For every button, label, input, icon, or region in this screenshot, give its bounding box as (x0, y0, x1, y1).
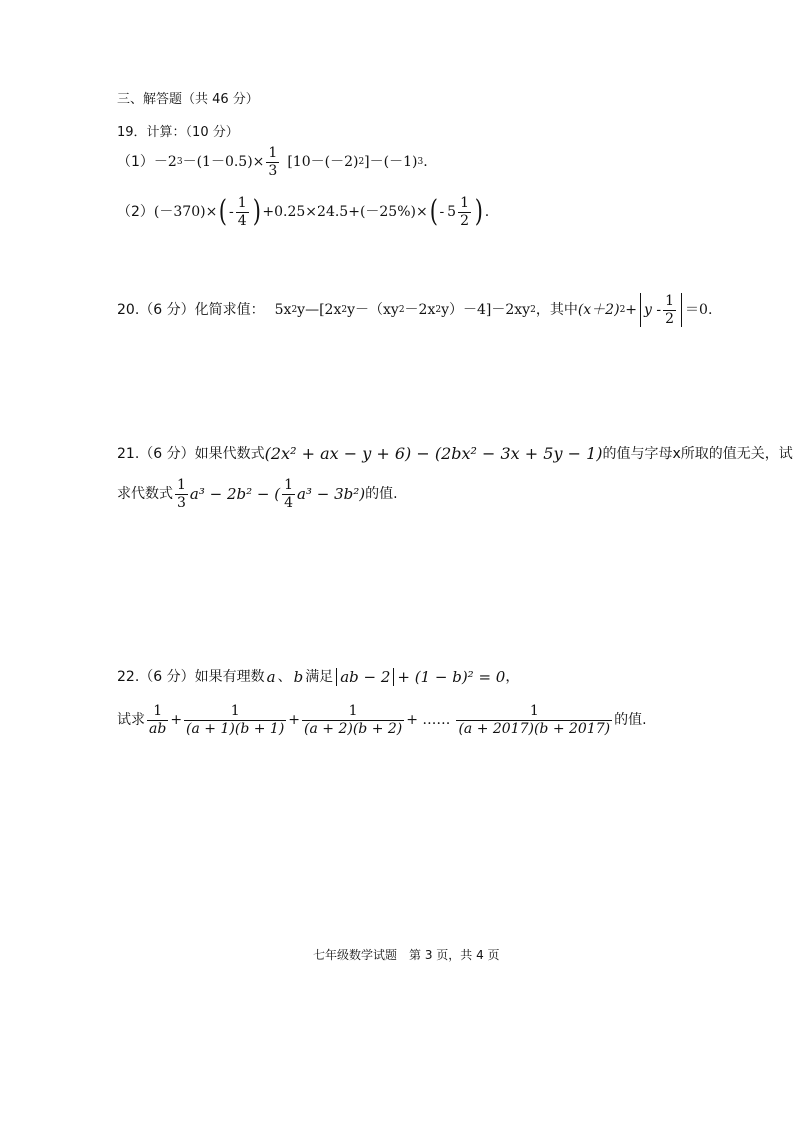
page-footer: 七年级数学试题 第 3 页，共 4 页 (313, 948, 500, 962)
frac-num: 1 (230, 703, 240, 719)
q21-end: 的值. (365, 486, 398, 503)
q22-sep: 、 (277, 669, 292, 685)
q19-part1-mid: －(1－0.5)× (182, 154, 265, 171)
frac-den: (a + 2)(b + 2) (304, 720, 403, 737)
q20-cond-frac (663, 294, 676, 326)
q22-term2 (184, 704, 286, 736)
frac-num: 1 (177, 477, 186, 493)
frac-den: 4 (284, 494, 294, 511)
frac-den: 4 (237, 212, 247, 229)
q22-cond2: + (1 − b)² = 0 (397, 667, 506, 686)
section-title: 三、解答题（共 46 分） (117, 92, 259, 107)
q22-term3 (302, 704, 404, 736)
q21-line2 (117, 478, 398, 510)
q22-term4 (456, 704, 612, 736)
q19-part2-f1-sign: - (229, 204, 234, 221)
paren-open: ( (429, 194, 438, 230)
q22-cond: ab − 2 (340, 667, 391, 686)
frac-den: 2 (460, 212, 470, 229)
q20-head: 20.（6 分）化简求值： (117, 302, 265, 318)
frac-den: 2 (665, 310, 675, 327)
frac-den: 3 (177, 494, 186, 511)
q20-cond-plus: + (625, 302, 638, 318)
q19-part2-frac2 (458, 196, 471, 228)
q22-var-a: a (266, 667, 276, 686)
frac-num: 1 (460, 195, 470, 211)
q20-cond-a: (x＋2) (577, 302, 620, 318)
q20-expr-a: 5x (274, 302, 292, 318)
frac-den: ab (149, 720, 167, 737)
q19-part1-end: . (423, 154, 428, 171)
q22-var-b: b (293, 667, 304, 686)
plus-sign: + (170, 712, 183, 729)
q19-part2-b: +0.25×24.5+(－25%)× (262, 204, 428, 221)
q19-part2-a: (－370)× (153, 204, 218, 221)
q21-line2-pre: 求代数式 (117, 486, 173, 503)
q19-part1-pre: －2 (153, 154, 177, 171)
q19-part2-f2-whole: 5 (447, 204, 457, 221)
q19-part2-f2-sign: - (439, 204, 445, 221)
q22-comma: ， (505, 669, 520, 685)
q22-line2-pre: 试求 (117, 712, 145, 729)
q19-head: 19．计算：（10 分） (117, 125, 239, 140)
q20-expr-c: y－（xy (347, 302, 399, 318)
frac-num: 1 (268, 145, 278, 161)
q19-part1: （1） －2 3 －(1－0.5)× $\frac{1}{3}$ [10－(－2) 2 ]－(－1) 3 . (117, 145, 428, 179)
q20-cond-end: ＝0. (685, 302, 713, 318)
frac-den: (a + 1)(b + 1) (186, 720, 285, 737)
frac-num: 1 (348, 703, 358, 719)
q19-part2-label: （2） (117, 204, 154, 221)
q21-tail: 的值与字母x所取的值无关，试 (602, 446, 793, 462)
frac-num: 1 (284, 477, 294, 493)
q19-part2 (117, 196, 489, 228)
q22-end: 的值. (614, 712, 647, 729)
frac-num: 1 (237, 195, 247, 211)
frac-den: (a + 2017)(b + 2017) (458, 720, 611, 737)
plus-sign: + (288, 712, 301, 729)
q20-expr-b: y—[2x (297, 302, 342, 318)
q20-cond: ，其中 (535, 302, 578, 318)
q22-dots: + …… (406, 712, 451, 729)
q19-part1-label: （1） (117, 154, 154, 171)
q21-frac2 (282, 478, 295, 510)
abs-bar-left (336, 668, 337, 686)
q21-mid: a³ − 2b² − ( (189, 484, 281, 503)
frac-num: 1 (665, 292, 675, 309)
q20-cond-y: y - (644, 302, 662, 318)
q22-head: 22.（6 分）如果有理数 (117, 669, 265, 685)
q21-line1 (117, 446, 793, 462)
paren-open: ( (219, 194, 228, 230)
q21-frac1 (175, 478, 188, 510)
q21-mid2: a³ − 3b²) (297, 484, 366, 503)
q22-cond-pre: 满足 (305, 669, 334, 685)
frac-num: 1 (529, 703, 539, 719)
frac-num: 1 (153, 703, 163, 719)
q19-part1-tail2: ]－(－1) (364, 154, 418, 171)
q19-part2-end: . (484, 204, 490, 221)
q20-expr-e: y）－4]－2xy (441, 302, 531, 318)
paren-close: ) (252, 194, 261, 230)
q22-line1 (117, 668, 519, 686)
q20: 20.（6 分）化简求值： 5x 2 y—[2x 2 y－（xy 2 －2x 2 y）－4]－2xy 2 ，其中 (x＋2) 2 + y - $\frac{1}{2}$ ＝0. (117, 292, 713, 327)
frac-den: 3 (268, 162, 278, 179)
q21-head: 21.（6 分）如果代数式 (117, 446, 265, 462)
q22-term1 (147, 704, 168, 736)
q21-expr: (2x² + ax − y + 6) − (2bx² − 3x + 5y − 1) (264, 444, 603, 463)
abs-bar-right (681, 293, 682, 327)
abs-bar-left (640, 293, 641, 327)
paren-close: ) (474, 194, 483, 230)
abs-bar-right (393, 668, 394, 686)
q19-part2-frac1 (236, 196, 249, 228)
q19-part1-tail: [10－(－2) (287, 154, 359, 171)
q20-expr-d: －2x (404, 302, 436, 318)
q19-part1-frac (266, 146, 279, 178)
q22-line2 (117, 704, 647, 736)
